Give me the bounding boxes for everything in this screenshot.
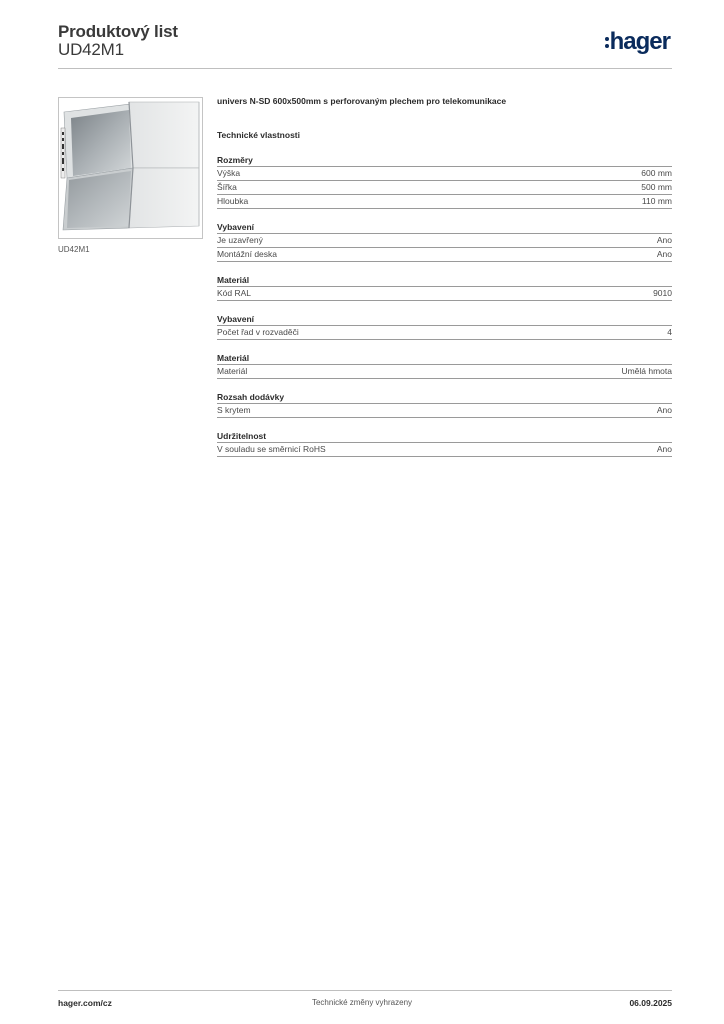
spec-row <box>217 326 672 340</box>
page-header <box>58 20 672 70</box>
spec-label: S krytem <box>217 405 251 415</box>
spec-label: Šířka <box>217 182 237 192</box>
spec-value: 600 mm <box>641 168 672 178</box>
spec-group-title: Rozsah dodávky <box>217 391 672 404</box>
spec-value: Umělá hmota <box>621 366 672 376</box>
spec-row <box>217 234 672 248</box>
footer-divider <box>58 990 672 991</box>
spec-value: Ano <box>656 249 672 259</box>
product-code: UD42M1 <box>58 40 124 59</box>
spec-value: 110 mm <box>641 196 672 206</box>
image-caption: UD42M1 <box>58 245 90 254</box>
header-divider <box>58 68 672 69</box>
spec-group <box>217 221 672 262</box>
spec-value: 4 <box>667 327 672 337</box>
spec-group-title: Vybavení <box>217 313 672 326</box>
spec-value: 9010 <box>653 288 672 298</box>
spec-group-title: Materiál <box>217 352 672 365</box>
spec-row <box>217 287 672 301</box>
spec-group <box>217 430 672 457</box>
logo-text: hager <box>609 28 670 55</box>
spec-group-title: Udržitelnost <box>217 430 672 443</box>
product-image <box>58 97 203 239</box>
product-specs <box>217 96 672 457</box>
spec-groups <box>217 154 672 457</box>
spec-group-title: Vybavení <box>217 221 672 234</box>
footer-website: hager.com/cz <box>58 998 112 1008</box>
hager-logo <box>605 28 670 56</box>
spec-row <box>217 404 672 418</box>
spec-group <box>217 154 672 209</box>
spec-value: Ano <box>656 235 672 245</box>
page-title: Produktový list <box>58 22 178 41</box>
section-heading: Technické vlastnosti <box>217 130 300 140</box>
spec-group <box>217 391 672 418</box>
spec-label: Počet řad v rozvaděči <box>217 327 299 337</box>
spec-label: V souladu se směrnicí RoHS <box>217 444 326 454</box>
spec-label: Hloubka <box>217 196 249 206</box>
spec-group <box>217 352 672 379</box>
spec-row <box>217 443 672 457</box>
footer-date: 06.09.2025 <box>629 998 672 1008</box>
spec-row <box>217 195 672 209</box>
spec-group <box>217 274 672 301</box>
spec-group-title: Materiál <box>217 274 672 287</box>
spec-group <box>217 313 672 340</box>
spec-label: Je uzavřený <box>217 235 263 245</box>
enclosure-cover-illustration-icon <box>59 98 202 238</box>
spec-row <box>217 365 672 379</box>
spec-label: Výška <box>217 168 241 178</box>
spec-row <box>217 181 672 195</box>
spec-group-title: Rozměry <box>217 154 672 167</box>
spec-row <box>217 248 672 262</box>
spec-value: Ano <box>656 405 672 415</box>
logo-dots-icon <box>605 37 609 48</box>
footer-note: Technické změny vyhrazeny <box>311 998 413 1007</box>
spec-label: Montážní deska <box>217 249 278 259</box>
spec-value: Ano <box>656 444 672 454</box>
product-description: univers N-SD 600x500mm s perforovaným plechem pro telekomunikace <box>217 96 507 106</box>
spec-value: 500 mm <box>641 182 672 192</box>
spec-row <box>217 167 672 181</box>
spec-label: Materiál <box>217 366 248 376</box>
spec-label: Kód RAL <box>217 288 252 298</box>
